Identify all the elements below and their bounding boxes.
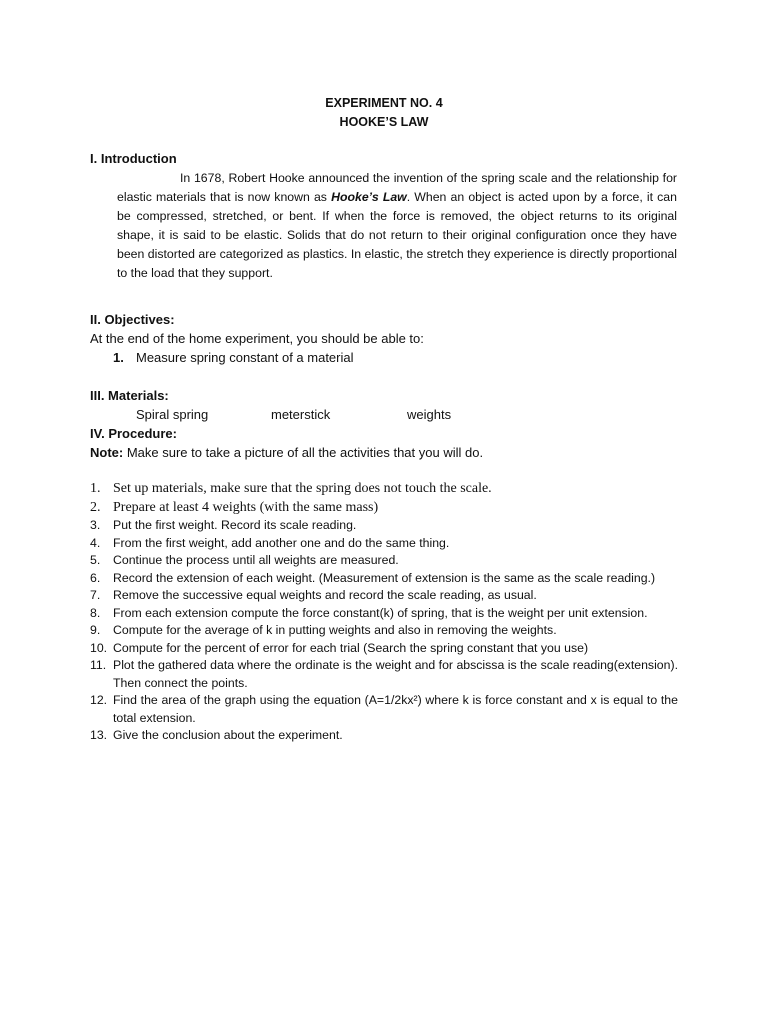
step-number: 13. <box>90 728 108 742</box>
procedure-step <box>90 552 678 570</box>
procedure-step <box>90 727 678 745</box>
procedure-step <box>90 640 678 658</box>
material-spiral-spring: Spiral spring <box>136 407 209 422</box>
step-text: Put the first weight. Record its scale reading. <box>113 518 357 532</box>
step-number: 1. <box>90 481 101 496</box>
step-number: 3. <box>90 518 101 532</box>
procedure-steps <box>90 480 678 745</box>
step-text: Record the extension of each weight. (Measurement of extension is the same as the scale reading.) <box>113 570 656 585</box>
introduction-paragraph <box>117 169 677 283</box>
step-text: Continue the process until all weights are measured. <box>113 553 399 567</box>
procedure-step <box>90 480 678 499</box>
objectives-heading: II. Objectives: <box>90 312 175 327</box>
step-text: Prepare at least 4 weights (with the same mass) <box>113 499 379 515</box>
procedure-step <box>90 517 678 535</box>
experiment-number: EXPERIMENT NO. 4 <box>325 96 443 110</box>
procedure-step <box>90 587 678 605</box>
procedure-step <box>90 605 678 623</box>
intro-text-after: . When an object is acted upon by a force, it can be compressed, stretched, or bent. If when the force is removed, the object returns to its original shape, it is said to be elastic. Solids that do not return to their original configuration once they have been distorted are categorized as plastics. In elastic, the stretch they experience is directly proportional to the load that they support. <box>117 190 677 280</box>
objectives-lead: At the end of the home experiment, you should be able to: <box>90 331 424 346</box>
step-number: 9. <box>90 623 101 637</box>
material-meterstick: meterstick <box>271 407 331 422</box>
hookes-law-emphasis: Hooke’s Law <box>331 190 407 204</box>
procedure-step <box>90 622 678 640</box>
step-text: Compute for the average of k in putting weights and also in removing the weights. <box>113 623 557 637</box>
step-text: Set up materials, make sure that the spring does not touch the scale. <box>113 481 492 496</box>
step-text: Remove the successive equal weights and record the scale reading, as usual. <box>113 588 537 602</box>
step-text: Give the conclusion about the experiment. <box>113 728 343 742</box>
step-number: 5. <box>90 553 101 567</box>
step-number: 4. <box>90 535 101 550</box>
note-label: Note: <box>90 445 124 460</box>
step-number: 8. <box>90 605 101 620</box>
step-text: From the first weight, add another one and do the same thing. <box>113 535 450 550</box>
note-text: Make sure to take a picture of all the activities that you will do. <box>123 445 484 460</box>
procedure-step <box>90 692 678 727</box>
material-weights: weights <box>407 407 452 422</box>
step-number: 2. <box>90 499 101 515</box>
objective-number: 1. <box>113 350 124 365</box>
step-number: 12. <box>90 693 108 707</box>
introduction-heading: I. Introduction <box>90 151 177 166</box>
objective-text: Measure spring constant of a material <box>136 350 354 365</box>
step-number: 11. <box>90 658 107 672</box>
procedure-step <box>90 535 678 553</box>
intro-text-before: In 1678, Robert Hooke announced the invention of the spring scale and the relationship for elastic materials that is now known as <box>117 171 677 204</box>
procedure-step <box>90 570 678 588</box>
procedure-step <box>90 657 678 692</box>
procedure-step <box>90 499 678 518</box>
objective-item <box>113 350 124 365</box>
procedure-heading: IV. Procedure: <box>90 426 177 441</box>
materials-heading: III. Materials: <box>90 388 169 403</box>
step-text: Compute for the percent of error for each trial (Search the spring constant that you use) <box>113 640 589 655</box>
procedure-note <box>90 445 483 460</box>
step-text: From each extension compute the force constant(k) of spring, that is the weight per unit extension. <box>113 605 648 620</box>
step-text: Plot the gathered data where the ordinate is the weight and for abscissa is the scale reading(extension). Then connect the points. <box>113 658 678 690</box>
step-text: Find the area of the graph using the equation (A=1/2kx²) where k is force constant and x is equal to the total extension. <box>113 693 678 725</box>
step-number: 7. <box>90 588 101 602</box>
document-title: HOOKE’S LAW <box>339 115 429 129</box>
step-number: 6. <box>90 570 101 585</box>
step-number: 10. <box>90 640 108 655</box>
